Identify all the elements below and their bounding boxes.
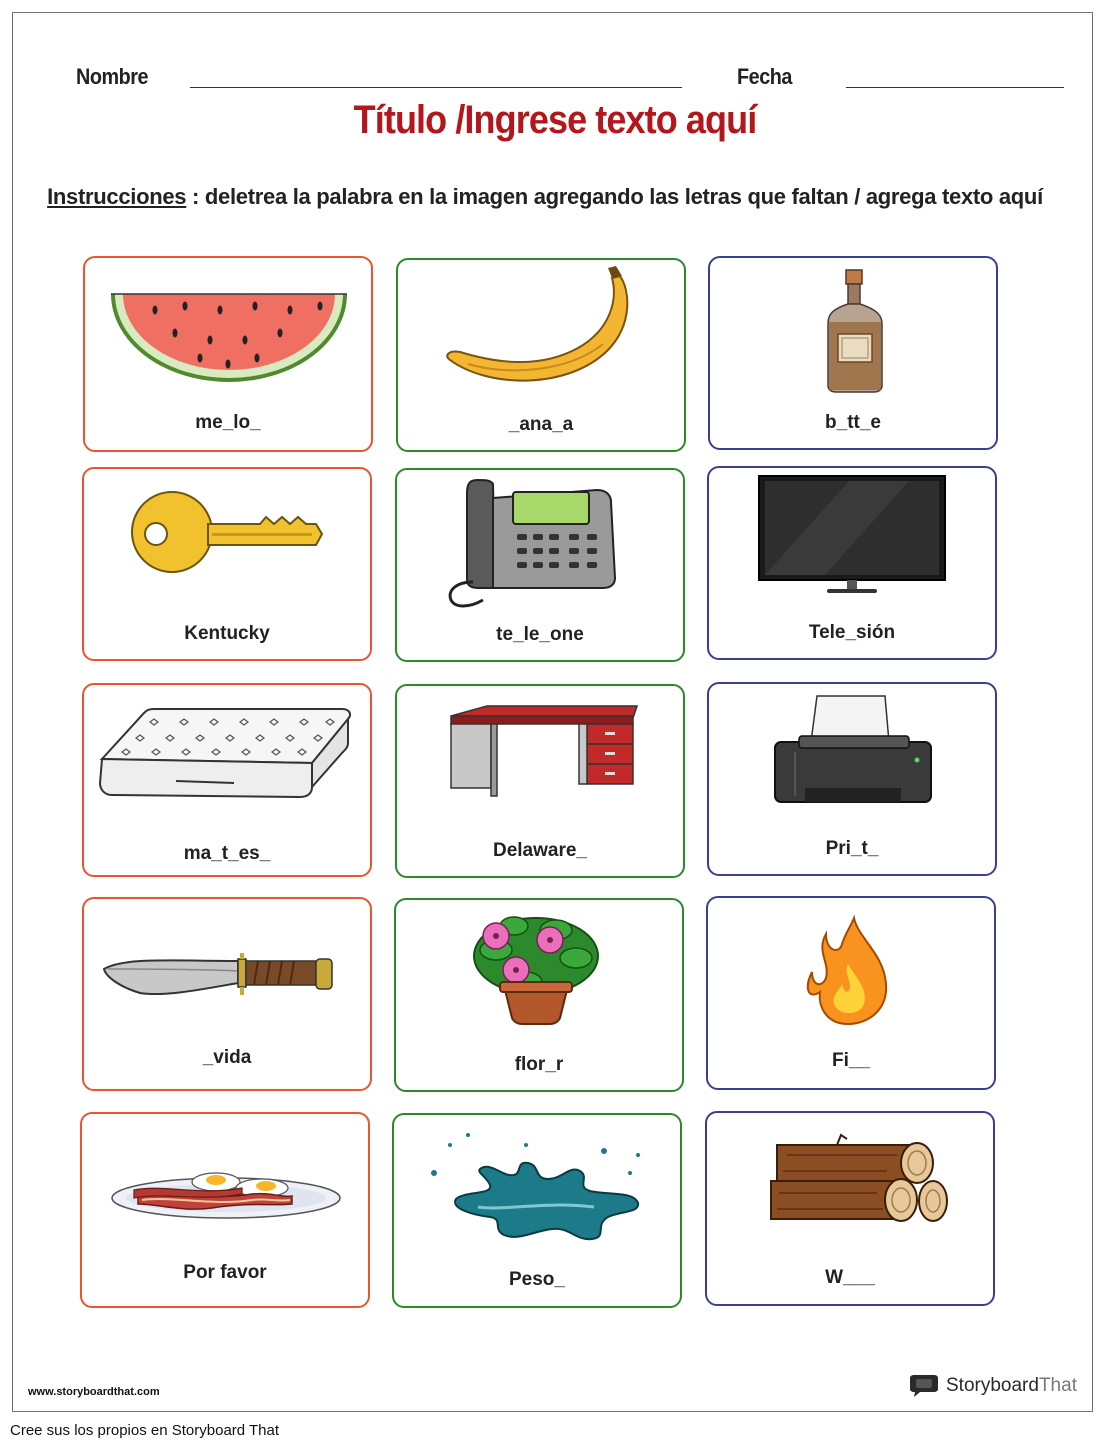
instructions[interactable] [40, 184, 1050, 210]
name-label: Nombre [76, 64, 149, 89]
card-bacon-and-eggs[interactable] [80, 1112, 370, 1308]
key-icon [84, 469, 370, 609]
card-water-splash[interactable] [392, 1113, 682, 1308]
storyboardthat-logo[interactable] [908, 1374, 1077, 1398]
card-key[interactable] [82, 467, 372, 661]
card-word[interactable]: me_lo_ [195, 412, 261, 433]
footer-url[interactable]: www.storyboardthat.com [28, 1386, 160, 1398]
card-word[interactable]: ma_t_es_ [183, 843, 271, 864]
card-mattress[interactable] [82, 683, 372, 877]
desk-icon [397, 686, 683, 826]
card-word[interactable]: _vida [202, 1047, 252, 1068]
card-desk[interactable] [395, 684, 685, 878]
mattress-icon [84, 685, 370, 825]
card-bottle[interactable] [708, 256, 998, 450]
card-word[interactable]: flor_r [514, 1054, 564, 1075]
instructions-text: : deletrea la palabra en la imagen agregando las letras que faltan / agrega texto aquí [186, 184, 1043, 209]
banana-icon [398, 260, 684, 400]
bacon-and-eggs-icon [82, 1114, 368, 1254]
card-word[interactable]: Tele_sión [808, 622, 896, 643]
card-word[interactable]: te_le_one [496, 624, 584, 645]
page-title[interactable]: Título /Ingrese texto aquí [353, 98, 757, 142]
watermelon-icon [85, 258, 371, 398]
television-icon [709, 468, 995, 608]
date-label: Fecha [737, 64, 792, 89]
brand-that: That [1038, 1375, 1077, 1396]
card-banana[interactable] [396, 258, 686, 452]
card-wood-logs[interactable] [705, 1111, 995, 1306]
card-word[interactable]: Fi__ [831, 1050, 871, 1071]
bottle-icon [710, 258, 996, 398]
card-watermelon[interactable] [83, 256, 373, 452]
card-word[interactable]: Delaware_ [492, 840, 587, 861]
card-printer[interactable] [707, 682, 997, 876]
card-flower-pot[interactable] [394, 898, 684, 1092]
card-word[interactable]: Peso_ [509, 1269, 565, 1290]
knife-icon [84, 899, 370, 1039]
card-word[interactable]: Pri_t_ [825, 838, 879, 859]
instructions-label: Instrucciones [47, 184, 187, 209]
card-word[interactable]: b_tt_e [825, 412, 881, 433]
card-knife[interactable] [82, 897, 372, 1091]
fire-icon [708, 898, 994, 1038]
water-splash-icon [394, 1115, 680, 1255]
date-line[interactable] [846, 87, 1064, 88]
flower-pot-icon [396, 900, 682, 1040]
telephone-icon [397, 470, 683, 610]
card-word[interactable]: _ana_a [508, 414, 574, 435]
card-word[interactable]: Por favor [183, 1262, 267, 1283]
card-telephone[interactable] [395, 468, 685, 662]
wood-logs-icon [707, 1113, 993, 1253]
card-television[interactable] [707, 466, 997, 660]
card-word[interactable]: Kentucky [184, 623, 270, 644]
storyboard-logo-icon [908, 1374, 940, 1398]
card-word[interactable]: W___ [825, 1267, 875, 1288]
brand-storyboard: Storyboard [946, 1375, 1039, 1396]
name-line[interactable] [190, 87, 682, 88]
bottom-note[interactable]: Cree sus los propios en Storyboard That [10, 1422, 280, 1439]
card-fire[interactable] [706, 896, 996, 1090]
printer-icon [709, 684, 995, 824]
